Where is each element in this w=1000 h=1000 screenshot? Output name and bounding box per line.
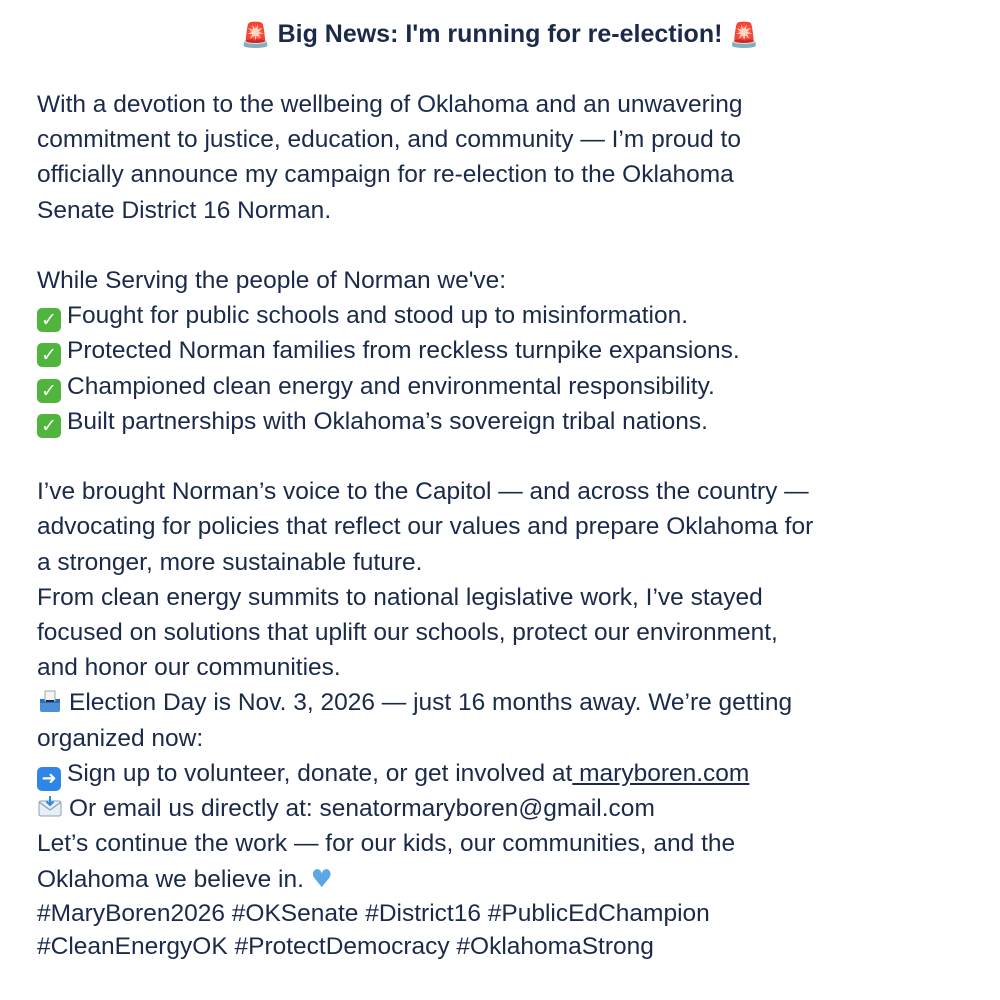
envelope-icon (37, 795, 63, 819)
intro-line: With a devotion to the wellbeing of Oklahoma and an unwavering (37, 91, 743, 118)
spacer (37, 439, 967, 474)
closing-line: Let’s continue the work — for our kids, our communities, and the (37, 830, 736, 858)
capitol-line: I’ve brought Norman’s voice to the Capitol — and across the country — (37, 478, 809, 506)
accomplishment-text: Built partnerships with Oklahoma’s sovereign tribal nations. (67, 407, 708, 435)
accomplishment-item (37, 369, 967, 404)
election-text: Election Day is Nov. 3, 2026 — just 16 months away. We’re getting (69, 689, 793, 717)
email-line (37, 791, 967, 826)
closing-text: Oklahoma we believe in. (37, 866, 304, 894)
summits-line: focused on solutions that uplift our schools, protect our environment, (37, 619, 778, 647)
check-mark-icon: ✓ (37, 343, 61, 367)
headline-text: Big News: I'm running for re-election! (277, 20, 723, 48)
summits-line: From clean energy summits to national legislative work, I’ve stayed (37, 583, 763, 611)
ballot-box-icon (37, 689, 63, 713)
right-arrow-icon: ➜ (37, 767, 61, 791)
summits-line: and honor our communities. (37, 654, 341, 682)
hashtags (37, 897, 967, 963)
check-mark-icon: ✓ (37, 414, 61, 438)
website-link[interactable]: maryboren.com (572, 759, 750, 787)
accomplishment-text: Championed clean energy and environmental responsibility. (67, 372, 715, 400)
accomplishment-item (37, 298, 967, 333)
capitol-line: advocating for policies that reflect our values and prepare Oklahoma for (37, 513, 814, 541)
election-line (37, 685, 967, 720)
accomplishment-text: Fought for public schools and stood up to misinformation. (67, 302, 689, 330)
police-light-icon: 🚨 (729, 21, 760, 49)
intro-line: officially announce my campaign for re-election to the Oklahoma (37, 161, 734, 189)
election-line: organized now: (37, 724, 204, 752)
closing-line (37, 861, 967, 897)
police-light-icon: 🚨 (240, 21, 271, 49)
hashtag-line[interactable]: #CleanEnergyOK #ProtectDemocracy #OklahomaStrong (37, 933, 654, 960)
accomplishment-item (37, 333, 967, 368)
email-text: Or email us directly at: senatormaryboren@gmail.com (69, 795, 655, 823)
intro-line: commitment to justice, education, and community — I’m proud to (37, 126, 741, 154)
accomplishment-item (37, 404, 967, 439)
check-mark-icon: ✓ (37, 379, 61, 403)
capitol-line: a stronger, more sustainable future. (37, 548, 423, 576)
signup-text: Sign up to volunteer, donate, or get involved at (67, 759, 573, 787)
post-body (37, 87, 967, 898)
headline (0, 16, 1000, 53)
serving-heading: While Serving the people of Norman we've: (37, 267, 507, 294)
check-mark-icon: ✓ (37, 308, 61, 332)
signup-line (37, 756, 967, 791)
spacer (37, 228, 967, 263)
hashtag-line[interactable]: #MaryBoren2026 #OKSenate #District16 #PublicEdChampion (37, 900, 710, 927)
intro-line: Senate District 16 Norman. (37, 196, 332, 224)
blue-heart-icon: ♥ (310, 864, 333, 894)
accomplishment-text: Protected Norman families from reckless turnpike expansions. (67, 337, 740, 365)
